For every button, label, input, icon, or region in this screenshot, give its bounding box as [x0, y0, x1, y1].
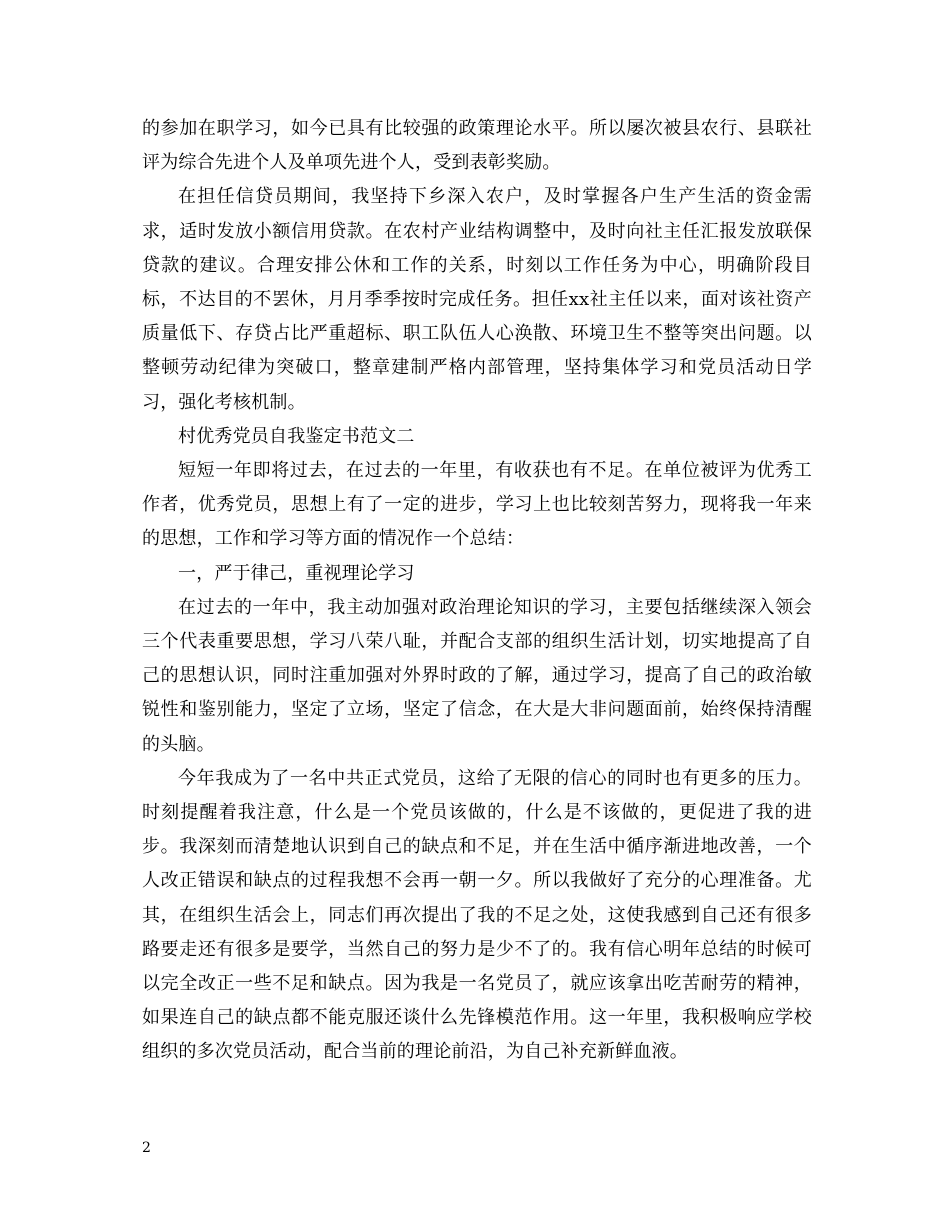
page-number: 2 [142, 1140, 151, 1156]
paragraph-theory-study: 在过去的一年中，我主动加强对政治理论知识的学习，主要包括继续深入领会三个代表重要思想，学习八荣八耻，并配合支部的组织生活计划，切实地提高了自己的思想认识，同时注重加强对外界时政的了解，通过学习，提高了自己的政治敏锐性和鉴别能力，坚定了立场，坚定了信念，在大是大非问题面前，始终保持清醒的头脑。 [142, 596, 812, 755]
paragraph-continued: 的参加在职学习，如今已具有比较强的政策理论水平。所以屡次被县农行、县联社评为综合先进个人及单项先进个人，受到表彰奖励。 [142, 118, 812, 174]
section-title: 村优秀党员自我鉴定书范文二 [178, 425, 415, 447]
paragraph-loan-officer: 在担任信贷员期间，我坚持下乡深入农户，及时掌握各户生产生活的资金需求，适时发放小额信用贷款。在农村产业结构调整中，及时向社主任汇报发放联保贷款的建议。合理安排公休和工作的关系，时刻以工作任务为中心，明确阶段目标，不达目的不罢休，月月季季按时完成任务。担任xx社主任以来，面对该社资产质量低下、存贷占比严重超标、职工队伍人心涣散、环境卫生不整等突出问题。以整顿劳动纪律为突破口，整章建制严格内部管理，坚持集体学习和党员活动日学习，强化考核机制。 [142, 186, 812, 413]
document-body [142, 112, 812, 1070]
paragraph-intro: 短短一年即将过去，在过去的一年里，有收获也有不足。在单位被评为优秀工作者，优秀党员，思想上有了一定的进步，学习上也比较刻苦努力，现将我一年来的思想，工作和学习等方面的情况作一个总结： [142, 460, 812, 550]
subheading-theory-study: 一，严于律己，重视理论学习 [178, 562, 415, 584]
paragraph-party-member: 今年我成为了一名中共正式党员，这给了无限的信心的同时也有更多的压力。时刻提醒着我注意，什么是一个党员该做的，什么是不该做的，更促进了我的进步。我深刻而清楚地认识到自己的缺点和不足，并在生活中循序渐进地改善，一个人改正错误和缺点的过程我想不会再一朝一夕。所以我做好了充分的心理准备。尤其，在组织生活会上，同志们再次提出了我的不足之处，这使我感到自己还有很多路要走还有很多是要学，当然自己的努力是少不了的。我有信心明年总结的时候可以完全改正一些不足和缺点。因为我是一名党员了，就应该拿出吃苦耐劳的精神，如果连自己的缺点都不能克服还谈什么先锋模范作用。这一年里，我积极响应学校组织的多次党员活动，配合当前的理论前沿，为自己补充新鲜血液。 [142, 767, 812, 1063]
